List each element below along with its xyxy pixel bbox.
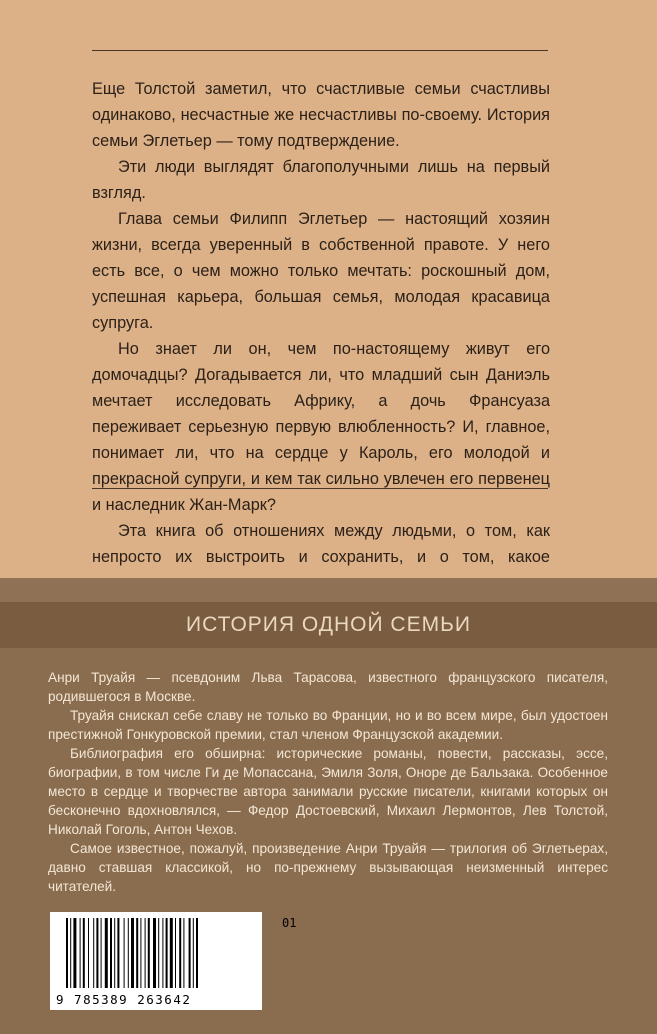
blurb-paragraph-1: Еще Толстой заметил, что счастливые семьи счастливы одинаково, несчастные же несчастливы по-своему. История семьи Эглетьер — тому подтверждение. (92, 80, 550, 150)
divider-band (0, 578, 657, 602)
blurb-paragraph-4: Но знает ли он, чем по-настоящему живут его домочадцы? Догадывается ли, что младший сын Даниэль мечтает исследовать Африку, а дочь Франсуаза переживает серьезную первую влюбленность? И, главное, понимает ли, что на сердце у Кароль, его молодой и прекрасной супруги, и кем так сильно увлечен его первенец и наследник Жан-Марк? (92, 340, 550, 514)
bio-paragraph-2: Труайя снискал себе славу не только во Франции, но и во всем мире, был удостоен престижной Гонкуровской премии, стал членом Французской академии. (48, 708, 608, 742)
series-title: ИСТОРИЯ ОДНОЙ СЕМЬИ (186, 613, 471, 636)
isbn-barcode (50, 912, 297, 1010)
book-blurb (92, 76, 550, 596)
top-rule (92, 50, 548, 51)
author-bio (48, 668, 608, 896)
bottom-rule (92, 488, 548, 489)
barcode-number: 9 785389 263642 (56, 992, 192, 1007)
barcode-addon: 01 (282, 916, 297, 930)
blurb-paragraph-2: Эти люди выглядят благополучными лишь на первый взгляд. (92, 158, 550, 202)
blurb-paragraph-5: Эта книга об отношениях между людьми, о том, как непросто их выстроить и сохранить, и о том, какое (92, 522, 550, 566)
bio-paragraph-4: Самое известное, пожалуй, произведение Анри Труайя — трилогия об Эглетьерах, давно ставшая классикой, но по-прежнему вызывающая неизменный интерес читателей. (48, 841, 608, 894)
series-title-band (0, 602, 657, 648)
blurb-paragraph-3: Глава семьи Филипп Эглетьер — настоящий хозяин жизни, всегда уверенный в собственной правоте. У него есть все, о чем можно только мечтать: роскошный дом, успешная карьера, большая семья, молодая красавица супруга. (92, 210, 550, 332)
bio-paragraph-1: Анри Труайя — псевдоним Льва Тарасова, известного французского писателя, родившегося в Москве. (48, 670, 608, 704)
bio-paragraph-3: Библиография его обширна: исторические романы, повести, рассказы, эссе, биографии, в том числе Ги де Мопассана, Эмиля Золя, Оноре де Бальзака. Особенное место в сердце и творчестве автора занимали русские писатели, книгами которых он бесконечно вдохновлялся, — Федор Достоевский, Михаил Лермонтов, Лев Толстой, Николай Гоголь, Антон Чехов. (48, 746, 608, 837)
